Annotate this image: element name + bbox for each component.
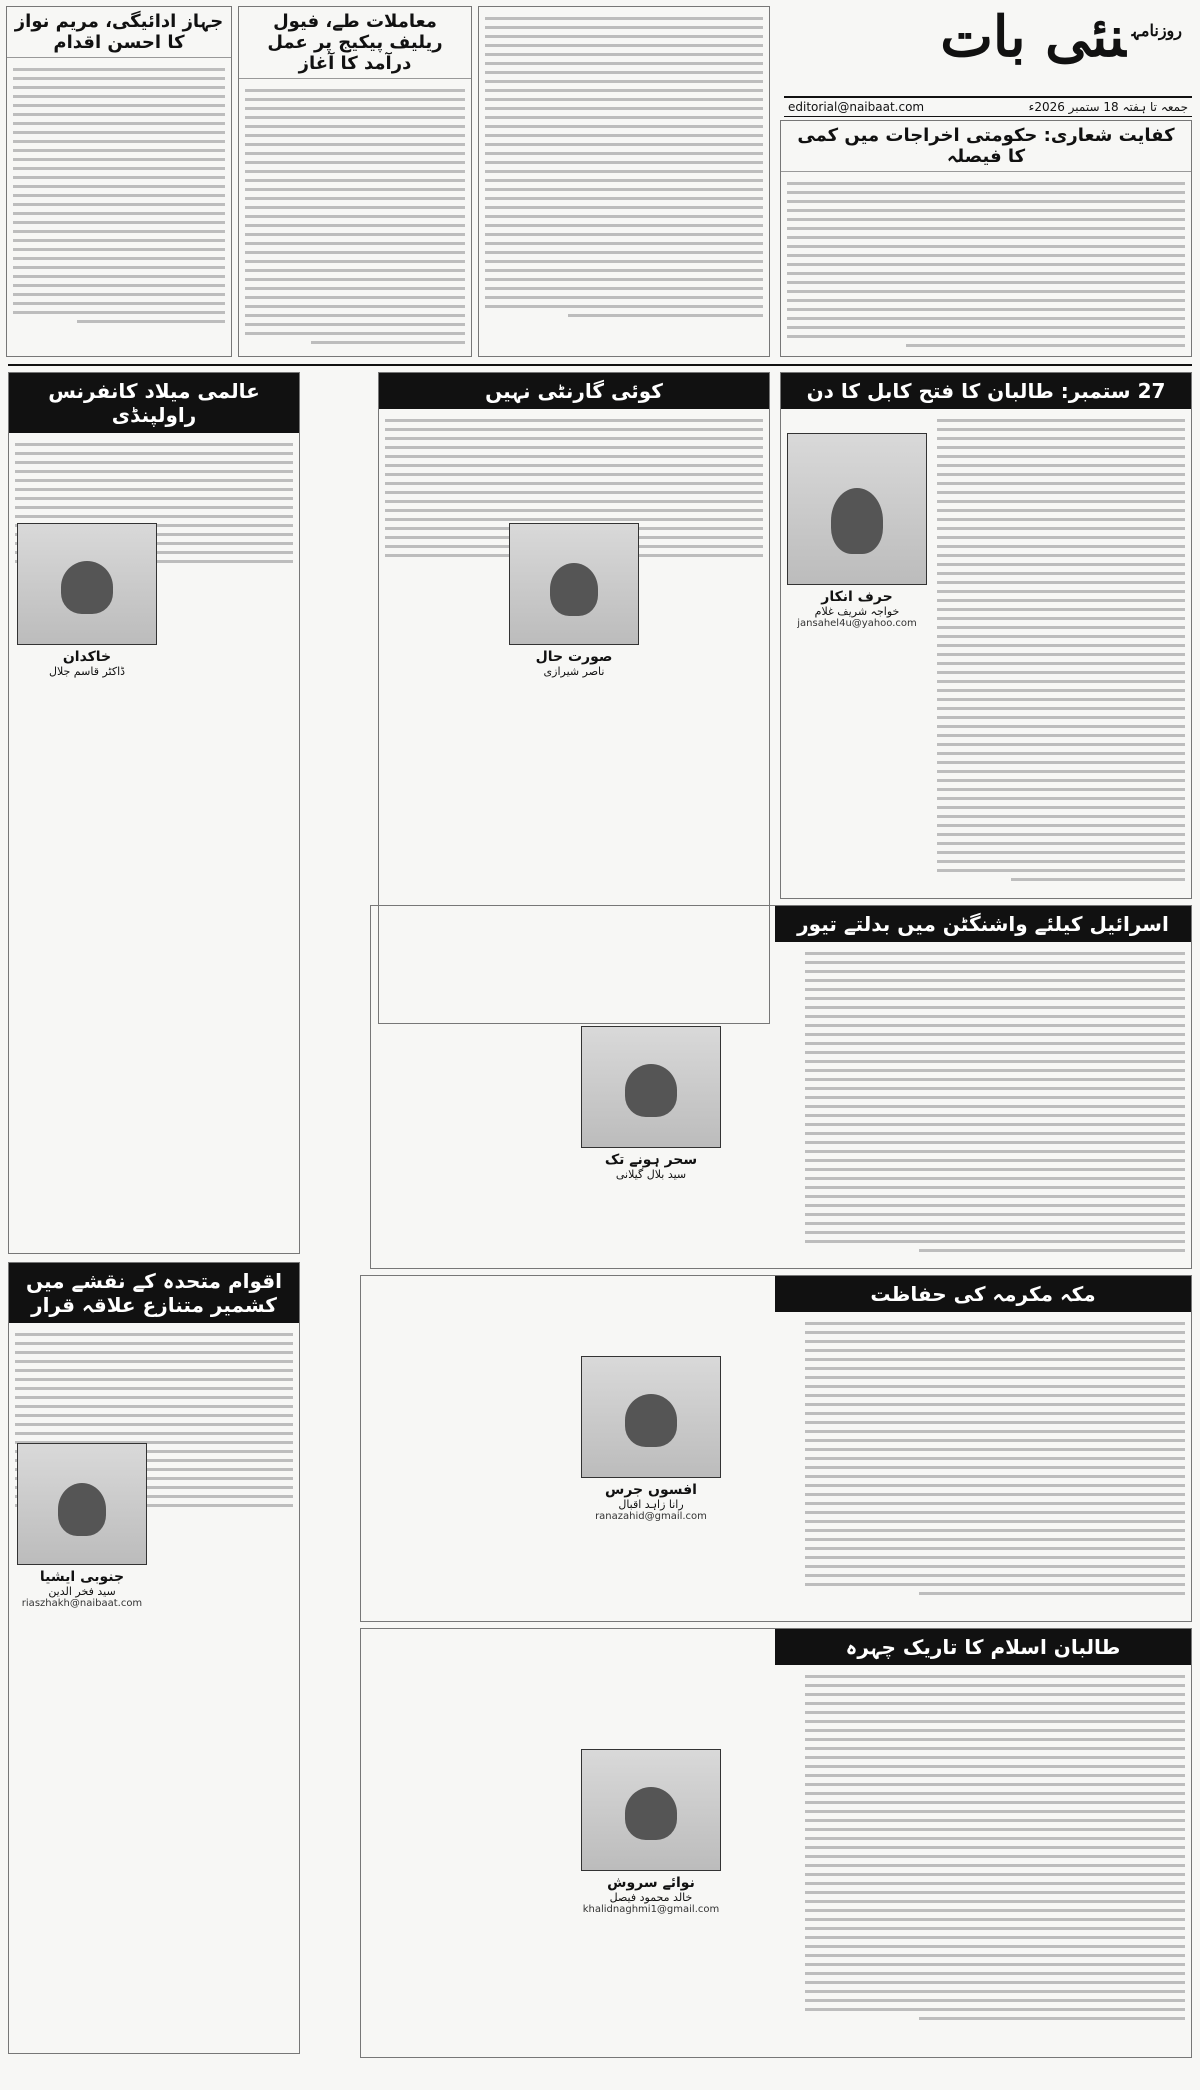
column-2-kicker: صورت حال: [535, 649, 613, 665]
column-3-byline: [17, 523, 157, 678]
column-3-kicker: خاکدان: [62, 649, 112, 665]
editorial-email: editorial@naibaat.com: [788, 100, 925, 114]
column-3-author-photo: [17, 523, 157, 645]
editorial-headline: کفایت شعاری: حکومتی اخراجات میں کمی کا فیصلہ: [781, 121, 1191, 172]
masthead: [788, 4, 1192, 114]
column-1-byline: [787, 433, 927, 629]
top-story-1-headline: معاملات طے، فیول ریلیف پیکیج پر عمل درآمد کا آغاز: [239, 7, 471, 79]
column-6-kicker: افسوں جرس: [605, 1482, 697, 1498]
logo-subtitle: روزنامہ: [1131, 21, 1182, 41]
issue-date: جمعہ تا ہفتہ 18 ستمبر 2026ء: [1028, 100, 1188, 114]
top-story-1: [238, 6, 472, 357]
column-7-byline: [581, 1749, 721, 1915]
dateline: [784, 96, 1192, 117]
column-7-headline: طالبان اسلام کا تاریک چہرہ: [775, 1629, 1191, 1665]
column-2-byline: [509, 523, 639, 678]
column-milad-conference: [8, 372, 300, 1254]
column-makkah: [360, 1275, 1192, 1622]
column-5-byline: [17, 1443, 147, 1609]
column-israel-washington: [370, 905, 1192, 1269]
column-7-author: خالد محمود فیصل: [609, 1891, 693, 1904]
column-1-email: jansahel4u@yahoo.com: [797, 618, 917, 629]
column-6-headline: مکہ مکرمہ کی حفاظت: [775, 1276, 1191, 1312]
column-6-author: رانا زاہد اقبال: [618, 1498, 684, 1511]
newspaper-logo: [940, 4, 1182, 70]
column-1-author: خواجہ شریف غلام: [814, 605, 900, 618]
column-5-email: riaszhakh@naibaat.com: [21, 1598, 143, 1609]
column-1-author-photo: [787, 433, 927, 585]
column-4-kicker: سحر ہونے تک: [604, 1152, 698, 1168]
column-4-author: سید بلال گیلانی: [615, 1168, 687, 1181]
column-4-headline: اسرائیل کیلئے واشنگٹن میں بدلتے تیور: [775, 906, 1191, 942]
column-1-kicker: حرف انکار: [821, 589, 893, 605]
column-taliban-islam: [360, 1628, 1192, 2058]
column-6-author-photo: [581, 1356, 721, 1478]
column-6-byline: [581, 1356, 721, 1522]
column-7-kicker: نوائے سروش: [607, 1875, 695, 1891]
editorial-block: [780, 120, 1192, 357]
top-story-2-headline: جہاز ادائیگی، مریم نواز کا احسن اقدام: [7, 7, 231, 58]
column-3-headline: عالمی میلاد کانفرنس راولپنڈی: [9, 373, 299, 433]
column-1-headline: 27 ستمبر: طالبان کا فتح کابل کا دن: [781, 373, 1191, 409]
top-text-column: [478, 6, 770, 357]
column-5-headline: اقوام متحدہ کے نقشے میں کشمیر متنازع علاقہ قرار: [9, 1263, 299, 1323]
column-kashmir: [8, 1262, 300, 2054]
column-2-headline: کوئی گارنٹی نہیں: [379, 373, 769, 409]
top-story-2: [6, 6, 232, 357]
column-5-kicker: جنوبی ایشیا: [39, 1569, 125, 1585]
column-3-author: ڈاکٹر قاسم جلال: [48, 665, 126, 678]
column-7-author-photo: [581, 1749, 721, 1871]
column-4-author-photo: [581, 1026, 721, 1148]
column-5-author-photo: [17, 1443, 147, 1565]
column-6-email: ranazahid@gmail.com: [595, 1511, 707, 1522]
column-7-email: khalidnaghmi1@gmail.com: [582, 1904, 720, 1915]
top-divider: [8, 364, 1192, 366]
logo-title: نئی بات: [940, 4, 1126, 70]
column-taliban-kabul: [780, 372, 1192, 899]
column-4-byline: [581, 1026, 721, 1181]
column-2-author: ناصر شیرازی: [543, 665, 605, 678]
column-5-author: سید فخر الدین: [48, 1585, 116, 1598]
column-2-author-photo: [509, 523, 639, 645]
